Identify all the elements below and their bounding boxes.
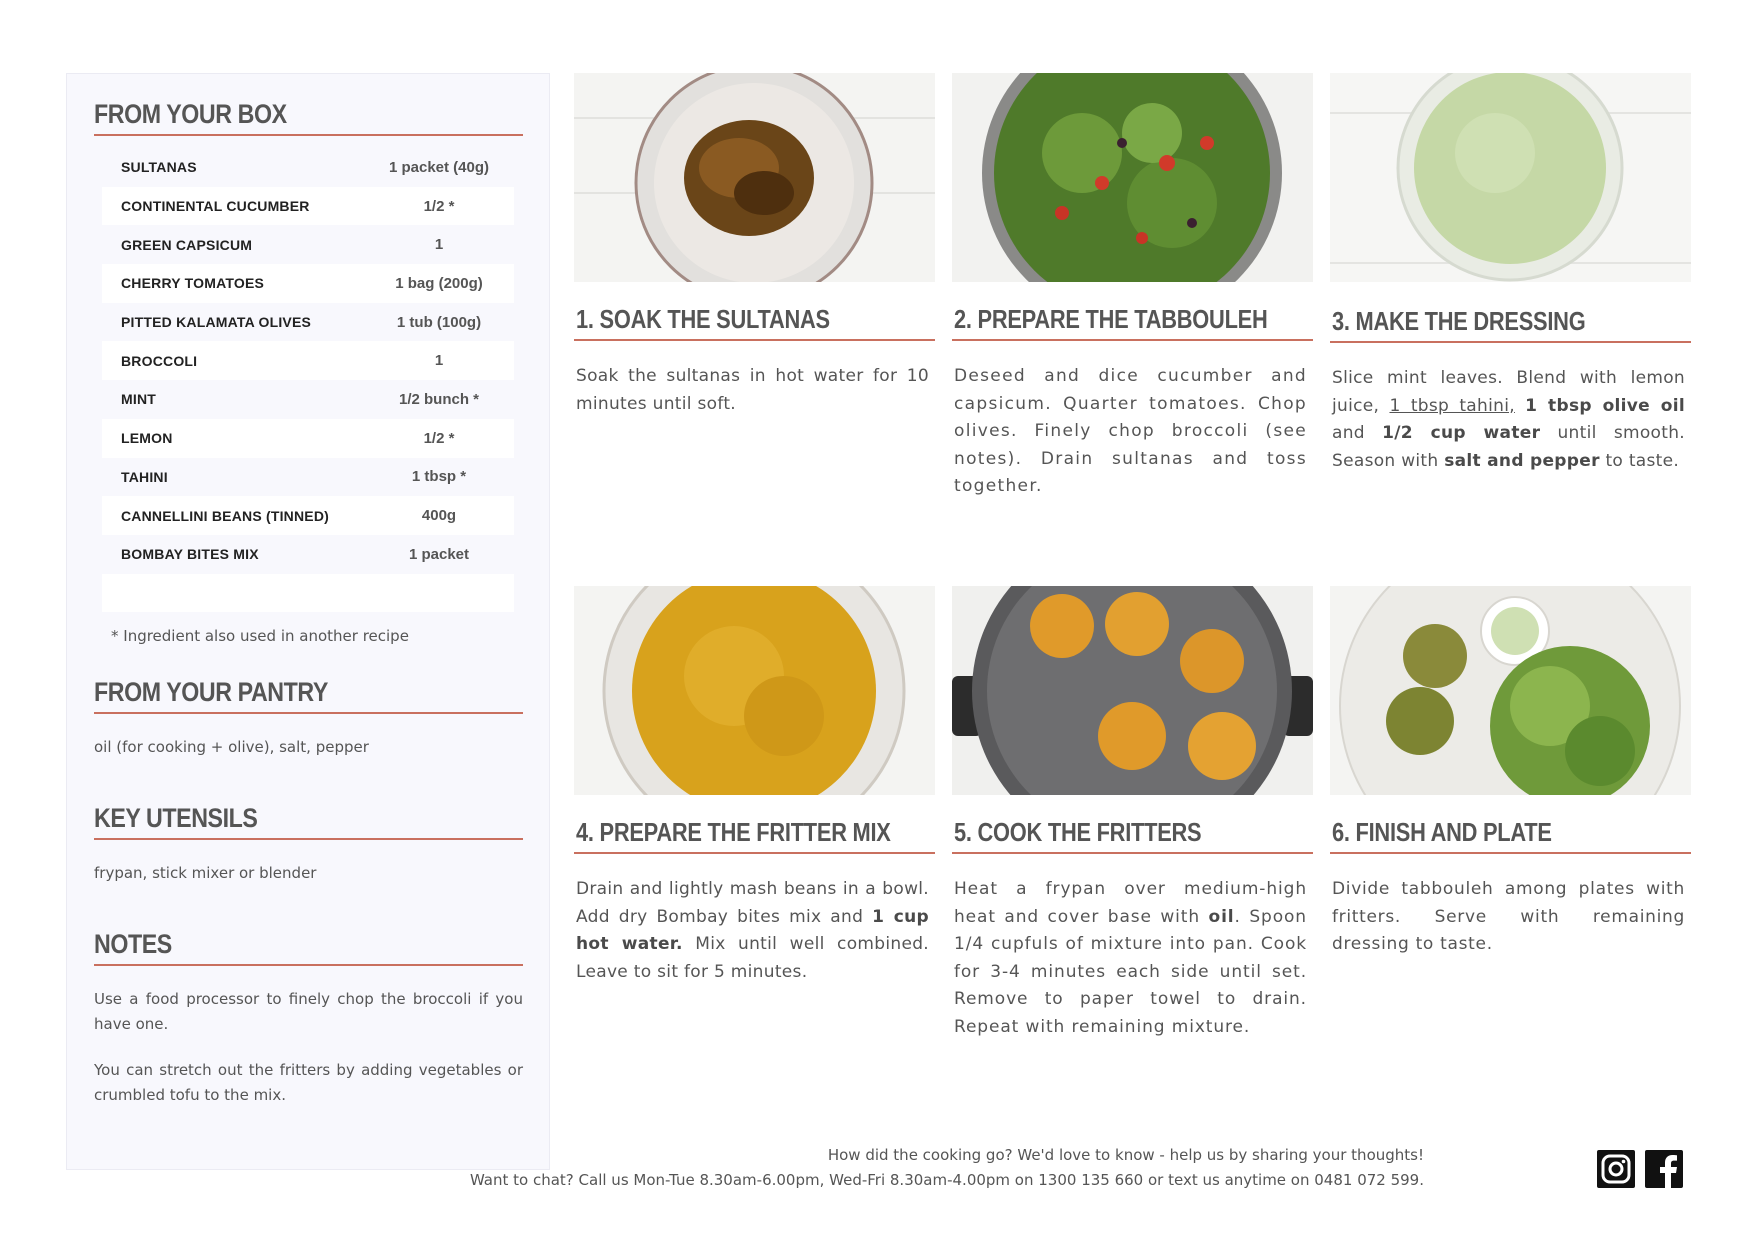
box-heading-rule xyxy=(94,134,523,136)
utensils-heading-rule xyxy=(94,838,523,840)
ingredient-name: BOMBAY BITES MIX xyxy=(121,546,259,563)
ingredient-name: CHERRY TOMATOES xyxy=(121,275,265,292)
step-5-photo xyxy=(952,586,1313,795)
ingredients-panel xyxy=(66,73,550,1170)
step-3-rule xyxy=(1330,341,1691,343)
pantry-text: oil (for cooking + olive), salt, pepper xyxy=(94,738,369,756)
footer-contact: Want to chat? Call us Mon-Tue 8.30am-6.00pm, Wed-Fri 8.30am-4.00pm on 1300 135 660 or text us anytime on 0481 072 599. xyxy=(469,1171,1424,1189)
step-6-rule xyxy=(1330,852,1691,854)
ingredient-row xyxy=(102,264,514,303)
ingredient-name: CONTINENTAL CUCUMBER xyxy=(121,198,310,215)
ingredient-name: TAHINI xyxy=(121,468,168,485)
step-1-title: 1. SOAK THE SULTANAS xyxy=(576,304,830,334)
ingredient-qty: 1 tbsp * xyxy=(411,468,467,486)
step-4-text: Drain and lightly mash beans in a bowl. Add dry Bombay bites mix and 1 cup hot water. Mix until well combined. Leave to sit for 5 minutes. xyxy=(576,879,929,982)
ingredient-qty: 1 tub (100g) xyxy=(396,313,482,331)
step-3-text: Slice mint leaves. Blend with lemon juice, 1 tbsp tahini, 1 tbsp olive oil and 1/2 cup water until smooth. Season with salt and pepper to taste. xyxy=(1332,368,1685,471)
ingredient-row xyxy=(102,535,514,574)
ingredient-name: GREEN CAPSICUM xyxy=(121,236,253,253)
step-4-photo xyxy=(574,586,935,795)
ingredient-table xyxy=(102,148,514,612)
ingredient-row xyxy=(102,380,514,419)
step-5-title: 5. COOK THE FRITTERS xyxy=(954,817,1202,847)
ingredient-qty: 1 packet (40g) xyxy=(388,158,490,176)
pantry-heading-rule xyxy=(94,712,523,714)
ingredient-row xyxy=(102,419,514,458)
note-item: You can stretch out the fritters by adding vegetables or crumbled tofu to the mix. xyxy=(94,1061,523,1104)
ingredient-qty: 400g xyxy=(421,507,457,525)
step-5-rule xyxy=(952,852,1313,854)
ingredient-qty: 1/2 * xyxy=(423,197,455,215)
ingredient-row xyxy=(102,303,514,342)
pantry-heading: FROM YOUR PANTRY xyxy=(94,677,328,707)
ingredient-name: BROCCOLI xyxy=(121,352,198,369)
ingredient-qty: 1 xyxy=(434,236,444,254)
ingredient-row xyxy=(102,148,514,187)
step-4-title: 4. PREPARE THE FRITTER MIX xyxy=(576,817,891,847)
step-1-rule xyxy=(574,339,935,341)
ingredient-row xyxy=(102,458,514,497)
box-heading: FROM YOUR BOX xyxy=(94,99,287,129)
step-3-photo xyxy=(1330,73,1691,282)
ingredient-row xyxy=(102,574,514,613)
step-4-rule xyxy=(574,852,935,854)
step-3-title: 3. MAKE THE DRESSING xyxy=(1332,306,1586,336)
ingredient-name: LEMON xyxy=(121,430,173,447)
notes-heading-rule xyxy=(94,964,523,966)
step-6-text: Divide tabbouleh among plates with fritters. Serve with remaining dressing to taste. xyxy=(1332,879,1685,954)
step-1-photo xyxy=(574,73,935,282)
step-1-text: Soak the sultanas in hot water for 10 minutes until soft. xyxy=(576,366,929,414)
ingredient-footnote: * Ingredient also used in another recipe xyxy=(111,627,409,645)
step-5-text: Heat a frypan over medium-high heat and cover base with oil. Spoon 1/4 cupfuls of mixture into pan. Cook for 3-4 minutes each side until set. Remove to paper towel to drain. Repeat with remaining mixture. xyxy=(954,879,1307,1037)
facebook-icon[interactable] xyxy=(1645,1150,1683,1188)
ingredient-qty: 1 xyxy=(434,352,444,370)
instagram-icon[interactable] xyxy=(1597,1150,1635,1188)
utensils-heading: KEY UTENSILS xyxy=(94,803,258,833)
ingredient-qty: 1/2 bunch * xyxy=(398,390,480,408)
ingredient-qty: 1/2 * xyxy=(423,429,455,447)
step-2-text: Deseed and dice cucumber and capsicum. Quarter tomatoes. Chop olives. Finely chop broccoli (see notes). Drain sultanas and toss together. xyxy=(954,366,1307,496)
ingredient-name: PITTED KALAMATA OLIVES xyxy=(121,314,312,331)
ingredient-row xyxy=(102,225,514,264)
ingredient-name: SULTANAS xyxy=(121,159,197,176)
step-6-photo xyxy=(1330,586,1691,795)
step-2-photo xyxy=(952,73,1313,282)
ingredient-row xyxy=(102,496,514,535)
ingredient-row xyxy=(102,341,514,380)
ingredient-name: CANNELLINI BEANS (TINNED) xyxy=(121,507,329,524)
notes-heading: NOTES xyxy=(94,929,172,959)
note-item: Use a food processor to finely chop the broccoli if you have one. xyxy=(94,990,523,1033)
ingredient-qty: 1 bag (200g) xyxy=(395,274,483,292)
ingredient-qty: 1 packet xyxy=(408,545,470,563)
step-6-title: 6. FINISH AND PLATE xyxy=(1332,817,1552,847)
utensils-text: frypan, stick mixer or blender xyxy=(94,864,317,882)
footer-feedback: How did the cooking go? We'd love to know - help us by sharing your thoughts! xyxy=(827,1146,1424,1164)
ingredient-row xyxy=(102,187,514,226)
step-2-title: 2. PREPARE THE TABBOULEH xyxy=(954,304,1268,334)
step-2-rule xyxy=(952,339,1313,341)
ingredient-name: MINT xyxy=(121,391,157,408)
